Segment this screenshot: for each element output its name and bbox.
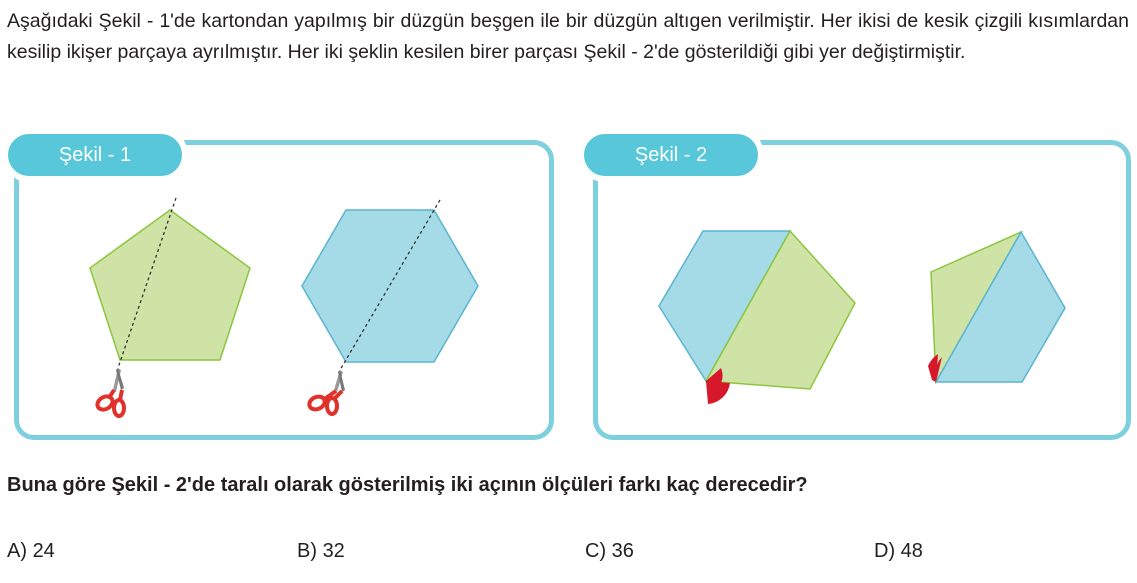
option-a-value: 24 (32, 540, 55, 562)
option-c-value: 36 (611, 540, 634, 562)
option-c-letter: C) (585, 540, 607, 562)
figure-2-label: Şekil - 2 (578, 128, 764, 182)
option-b[interactable] (297, 540, 345, 563)
regular-pentagon (90, 210, 250, 360)
option-b-letter: B) (297, 540, 317, 562)
option-b-value: 32 (322, 540, 345, 562)
regular-hexagon (302, 210, 478, 362)
question-prompt: Buna göre Şekil - 2'de taralı olarak gösterilmiş iki açının ölçüleri farkı kaç derecedir? (7, 474, 808, 496)
shaded-angle-1-fill (706, 381, 730, 404)
option-d-value: 48 (900, 540, 923, 562)
scissors-icon (95, 368, 124, 416)
question-text: Aşağıdaki Şekil - 1'de kartondan yapılmış bir düzgün beşgen ile bir düzgün altıgen verilmiştir. Her ikisi de kesik çizgili kısımlardan kesilip ikişer parçaya ayrılmıştır. Her iki şeklin kesilen birer parçası Şekil - 2'de gösterildiği gibi yer değiştirmiştir. (7, 10, 1129, 63)
scissors-icon (307, 370, 345, 414)
option-d-letter: D) (874, 540, 896, 562)
option-a-letter: A) (7, 540, 27, 562)
figure-1-label: Şekil - 1 (2, 128, 188, 182)
option-d[interactable] (874, 540, 923, 563)
option-c[interactable] (585, 540, 634, 563)
option-a[interactable] (7, 540, 55, 563)
